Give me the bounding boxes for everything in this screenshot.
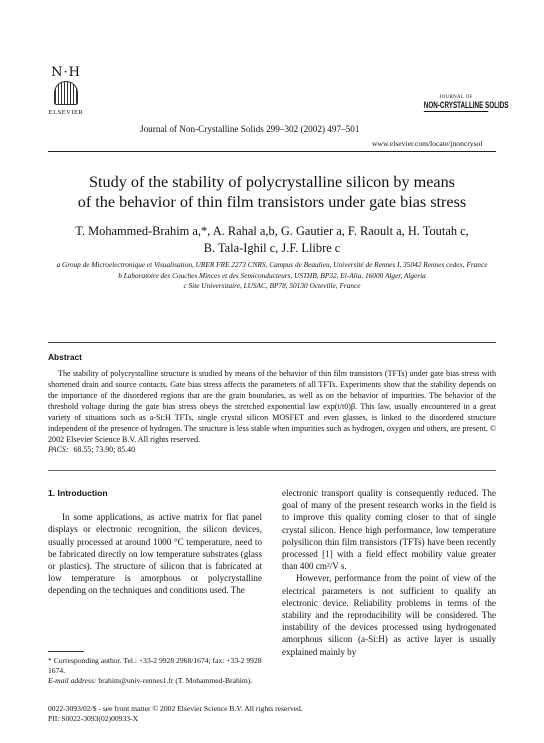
journal-brand bbox=[410, 95, 509, 112]
footnote-email bbox=[48, 676, 262, 686]
pacs-label: PACS: bbox=[48, 445, 69, 454]
authors-line-2 bbox=[30, 240, 514, 257]
section-heading: 1. Introduction bbox=[48, 488, 108, 498]
section-rule bbox=[48, 470, 496, 471]
copyright-line: 0022-3093/02/$ - see front matter © 2002 Elsevier Science B.V. All rights reserved. bbox=[48, 704, 303, 713]
brand-small-text: JOURNAL OF bbox=[439, 95, 473, 100]
abstract-body: The stability of polycrystalline structure is studied by means of the behavior of thin film transistors (TFTs) under gate bias stress with shortened drain and source contacts. Gate bias stress affects the parameters of all TFTs. Experiments show that the stability depends on the importance of the disordered regions that are the grain boundaries, as well as on the behavior of impurities. The behavior of the threshold voltage during the gate bias stress obeys the stretched exponential law exp(t/t0)β. This law, usually encountered in a great variety of situations such as a-Si:H TFTs, single crystal silicon MOSFET and even glasses, is linked to the disordered structure independent of the presence of hydrogen. The structure is less stable when impurities such as hydrogen, oxygen and others, are present. © 2002 Elsevier Science B.V. All rights reserved. bbox=[48, 369, 496, 444]
authors-text-2: B. Tala-Ighil c, J.F. Llibre c bbox=[203, 241, 341, 255]
brand-name: NON-CRYSTALLINE SOLIDS bbox=[423, 100, 509, 110]
abstract-rule bbox=[48, 342, 496, 343]
footnote-corresponding: * Corresponding author. Tel.: +33-2 9928 2968/1674; fax: +33-2 9928 1674. bbox=[48, 656, 262, 675]
journal-citation: Journal of Non-Crystalline Solids 299–302 (2002) 497–501 bbox=[140, 124, 360, 134]
elsevier-logo bbox=[48, 66, 84, 126]
pacs-line bbox=[48, 445, 135, 454]
affiliation-a: a Group de Microelectronique et Visualisation, URER FRE 2273 CNRS, Campus de Beaulieu, Université de Rennes I, 35042 Rennes cedex, France bbox=[56, 260, 488, 269]
left-column bbox=[48, 487, 262, 597]
abstract-heading: Abstract bbox=[48, 352, 82, 362]
pii-line: PII: S0022-3093(02)00933-X bbox=[48, 714, 139, 723]
email-address[interactable]: brahim@univ-rennes1.fr (T. Mohammed-Brahim). bbox=[98, 676, 253, 685]
title-line-1: Study of the stability of polycrystalline silicon by means bbox=[89, 173, 455, 191]
tree-icon bbox=[54, 81, 78, 105]
journal-url[interactable]: www.elsevier.com/locate/jnoncrysol bbox=[372, 139, 483, 148]
authors-text-1: T. Mohammed-Brahim a,*, A. Rahal a,b, G. Gautier a, F. Raoult a, H. Toutah c, bbox=[75, 224, 469, 238]
right-column bbox=[282, 487, 496, 658]
pacs-values: 68.55; 73.90; 85.40 bbox=[73, 445, 136, 454]
article-title bbox=[30, 172, 514, 212]
affiliation-c: c Site Universitaire, LUSAC, BP78, 50130 Octeville, France bbox=[183, 281, 361, 290]
affiliations bbox=[40, 260, 504, 292]
publisher-mark: N·H bbox=[51, 65, 81, 80]
affiliation-b: b Laboratoire des Couches Minces et des Semiconducteurs, USTHB, BP32, El-Alia, 16000 Alger, Algeria bbox=[118, 270, 426, 280]
intro-paragraph-1: In some applications, as active matrix for flat panel displays or electronic recognition, the silicon devices, usually processed at around 1000 °C temperature, need to be fabricated directly on low temperature substrates (glass or plastics). The structure of silicon that is fabricated at low temperature is amorphous or polycrystalline depending on the techniques and conditions used. The bbox=[48, 512, 262, 596]
header-rule bbox=[48, 151, 496, 152]
page-footer bbox=[48, 704, 303, 724]
author-list bbox=[30, 223, 514, 257]
email-label: E-mail address: bbox=[48, 676, 97, 685]
right-paragraph-2: However, performance from the point of view of the electrical parameters is not sufficient to qualify an electronic device. Reliability problems in terms of the stability and the reproducibility will be considered. The instability of the devices processed using hydrogenated amorphous silicon (a-Si:H) as active layer is usually explained mainly by bbox=[282, 573, 496, 657]
publisher-name: ELSEVIER bbox=[48, 109, 84, 116]
footnote-rule bbox=[48, 651, 84, 652]
right-paragraph-1: electronic transport quality is consequently reduced. The goal of many of the present research works in the field is to improve this quality coming closer to that of single crystal silicon. Hence high performance, low temperature polysilicon thin film transistors (TFTs) have been recently processed [1] with a field effect mobility value greater than 400 cm²/V s. bbox=[282, 488, 496, 572]
authors-line-1 bbox=[30, 223, 514, 240]
footnotes bbox=[48, 656, 262, 686]
title-line-2: of the behavior of thin film transistors under gate bias stress bbox=[77, 193, 467, 211]
